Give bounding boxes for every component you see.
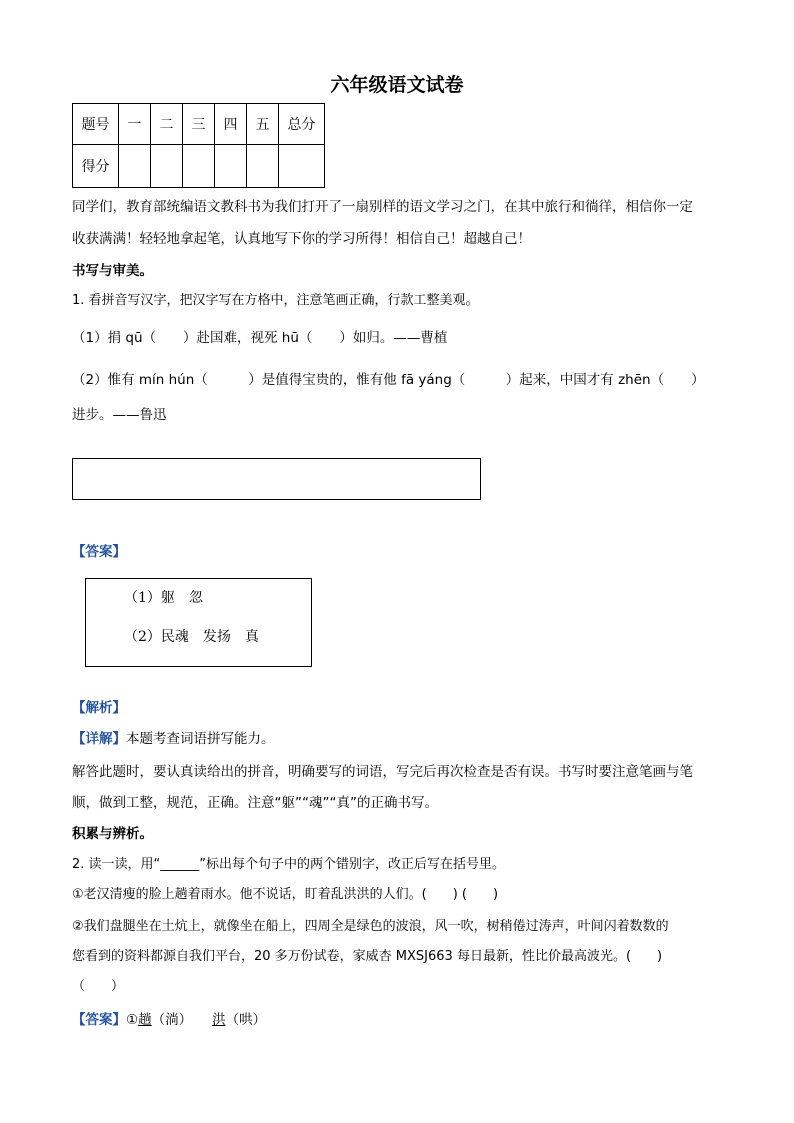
answer-writing-box[interactable] (72, 458, 481, 500)
table-cell: 题号 (73, 104, 119, 145)
detail-line (72, 727, 275, 747)
answer-tag: 【答案】 (72, 1012, 126, 1028)
intro-line: 同学们，教育部统编语文教科书为我们打开了一扇别样的语文学习之门，在其中旅行和徜徉，相信你一定 (72, 199, 693, 215)
question-1-part-1: （1）捐 qū（ ）赴国难，视死 hū（ ）如归。——曹植 (72, 330, 448, 346)
question-2-item-2: ②我们盘腿坐在土炕上，就像坐在船上，四周全是绿色的波浪，风一吹，树稍倦过涛声，叶间闪着数数的 (72, 919, 669, 934)
question-1-part-2-cont: 进步。——鲁迅 (72, 407, 167, 423)
section-heading: 积累与辨析。 (72, 826, 153, 842)
answer-line: （1）躯 忽 (124, 590, 203, 606)
score-input-cell[interactable] (279, 145, 325, 188)
table-cell: 总分 (279, 104, 325, 145)
detail-text: 本题考查词语拼写能力。 (126, 731, 275, 747)
score-input-cell[interactable] (215, 145, 247, 188)
wrong-char: 趟 (138, 1012, 152, 1028)
correct-char: （哄） (225, 1012, 267, 1028)
table-cell: 一 (119, 104, 151, 145)
explain-line: 解答此题时，要认真读给出的拼音，明确要写的词语，写完后再次检查是否有误。书写时要注意笔画与笔 (72, 764, 693, 780)
page-title: 六年级语文试卷 (330, 74, 464, 96)
score-table-header-row (73, 104, 325, 145)
question-2-item-2-brackets: （ ） (72, 979, 125, 994)
question-2: 2. 读一读，用“______”标出每个句子中的两个错别字，改正后写在括号里。 (72, 857, 506, 872)
intro-line: 收获满满！轻轻地拿起笔，认真地写下你的学习所得！相信自己！超越自己！ (72, 231, 531, 247)
question-2-item-1: ①老汉清瘦的脸上趟着雨水。他不说话，盯着乱洪洪的人们。( ) ( ) (72, 887, 499, 902)
answer-tag: 【答案】 (72, 544, 126, 560)
detail-tag: 【详解】 (72, 731, 126, 747)
score-table-score-row (73, 145, 325, 188)
answer-prefix: ① (126, 1012, 139, 1028)
score-input-cell[interactable] (151, 145, 183, 188)
table-cell: 得分 (73, 145, 119, 188)
score-table (72, 103, 325, 188)
wrong-char: 洪 (212, 1012, 226, 1028)
correct-char: （淌） (151, 1012, 193, 1028)
table-cell: 四 (215, 104, 247, 145)
table-cell: 三 (183, 104, 215, 145)
score-input-cell[interactable] (247, 145, 279, 188)
question-1-part-2: （2）惟有 mín hún（ ）是值得宝贵的，惟有他 fā yáng（ ）起来，中国才有 zhēn（ ） (72, 372, 705, 388)
table-cell: 五 (247, 104, 279, 145)
answer-line-2 (72, 1008, 266, 1028)
score-input-cell[interactable] (183, 145, 215, 188)
section-heading: 书写与审美。 (72, 263, 153, 279)
question-1: 1. 看拼音写汉字，把汉字写在方格中，注意笔画正确，行款工整美观。 (72, 293, 479, 308)
score-input-cell[interactable] (119, 145, 151, 188)
question-2-item-2-cont: 您看到的资料都源自我们平台，20 多万份试卷，家威杏 MXSJ663 每日最新，性比价最高波光。( ) (72, 949, 663, 964)
explain-line: 顺，做到工整，规范，正确。注意“躯”“魂”“真”的正确书写。 (72, 795, 438, 811)
answer-line: （2）民魂 发扬 真 (124, 629, 259, 645)
analysis-tag: 【解析】 (72, 700, 126, 716)
table-cell: 二 (151, 104, 183, 145)
